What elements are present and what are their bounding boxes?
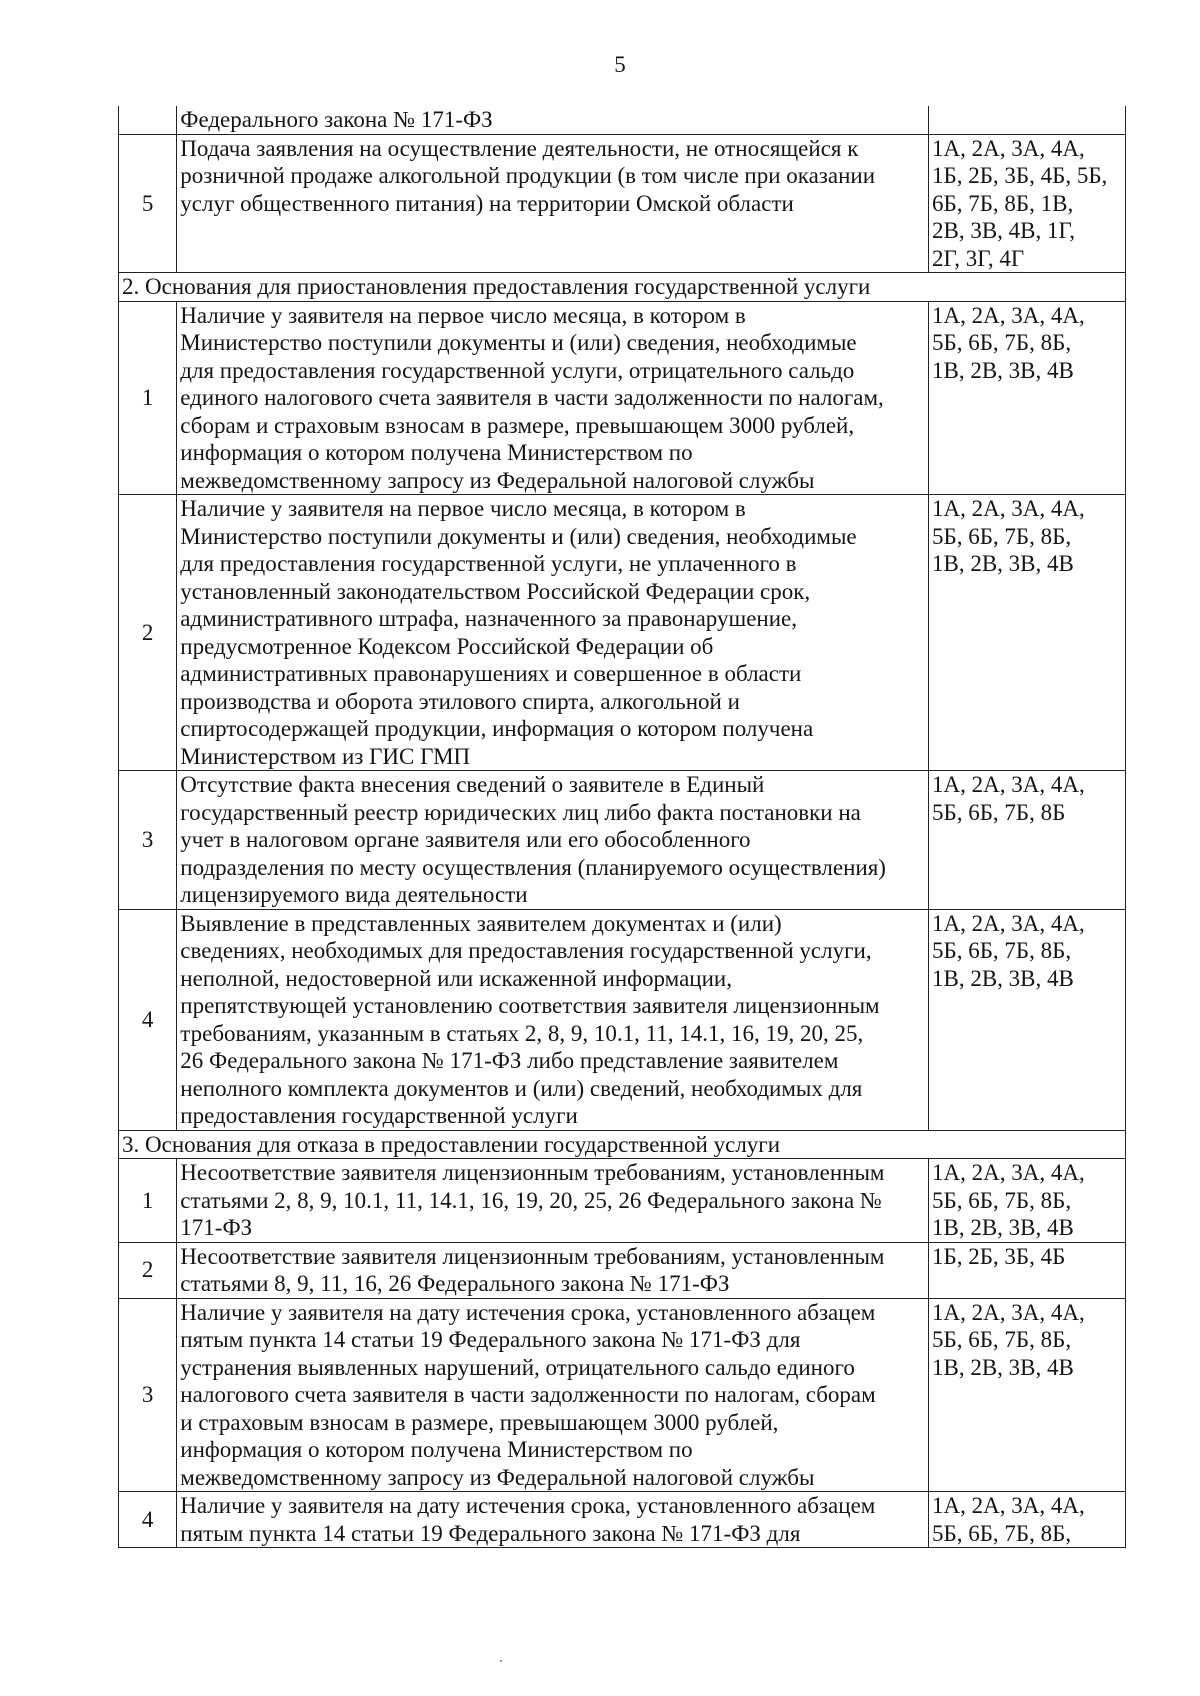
text-line: Наличие у заявителя на первое число месяца, в котором в (180, 496, 746, 521)
code-line: 1А, 2А, 3А, 4А, (932, 496, 1085, 521)
code-line: 1Б, 2Б, 3Б, 4Б, 5Б, (932, 163, 1108, 188)
text-line: установленный законодательством Российской Федерации срок, (180, 578, 811, 604)
row-codes (929, 301, 1126, 495)
text-line: Несоответствие заявителя лицензионным требованиям, установленным (180, 1160, 885, 1185)
row-text (177, 1492, 929, 1548)
code-line: 1В, 2В, 3В, 4В (932, 1215, 1074, 1240)
text-line: межведомственному запросу из Федеральной налоговой службы (180, 1464, 815, 1490)
code-line: 5Б, 6Б, 7Б, 8Б, (932, 330, 1072, 355)
row-number: 4 (119, 1492, 177, 1548)
text-line: услуг общественного питания) на территории Омской области (180, 190, 794, 216)
text-line: Несоответствие заявителя лицензионным требованиям, установленным (180, 1243, 885, 1269)
text-line: Наличие у заявителя на первое число месяца, в котором в (180, 302, 746, 328)
text-line: статьями 2, 8, 9, 10.1, 11, 14.1, 16, 19, 20, 25, 26 Федерального закона № (180, 1187, 882, 1213)
text-line: неполного комплекта документов и (или) сведений, необходимых для (180, 1075, 863, 1101)
row-text (177, 106, 929, 134)
continuation-row (119, 106, 1126, 134)
code-line: 2В, 3В, 4В, 1Г, (932, 218, 1075, 243)
text-line: предоставления государственной услуги (180, 1103, 578, 1128)
row-text (177, 495, 929, 771)
row-codes (929, 1159, 1126, 1243)
code-line: 1А, 2А, 3А, 4А, (932, 1299, 1085, 1325)
row-codes (929, 106, 1126, 134)
scan-artifact (500, 1660, 502, 1662)
row-text (177, 771, 929, 910)
text-line: Федерального закона № 171-ФЗ (180, 107, 493, 132)
table-row (119, 301, 1126, 495)
row-text (177, 134, 929, 273)
code-line: 1В, 2В, 3В, 4В (932, 357, 1074, 383)
code-line: 1Б, 2Б, 3Б, 4Б (932, 1243, 1066, 1269)
code-line: 5Б, 6Б, 7Б, 8Б, (932, 938, 1072, 963)
text-line: статьями 8, 9, 11, 16, 26 Федерального закона № 171-ФЗ (180, 1271, 730, 1296)
text-line: Наличие у заявителя на дату истечения срока, установленного абзацем (180, 1299, 876, 1325)
text-line: для предоставления государственной услуги, не уплаченного в (180, 551, 797, 576)
text-line: налогового счета заявителя в части задолженности по налогам, сборам (180, 1382, 876, 1407)
section-title: 2. Основания для приостановления предоставления государственной услуги (119, 273, 1126, 302)
text-line: предусмотренное Кодексом Российской Федерации об (180, 633, 714, 659)
text-line: административного штрафа, назначенного за правонарушение, (180, 606, 798, 631)
text-line: пятым пункта 14 статьи 19 Федерального закона № 171-ФЗ для (180, 1327, 801, 1352)
text-line: сборам и страховым взносам в размере, превышающем 3000 рублей, (180, 412, 855, 438)
table-row (119, 1242, 1126, 1298)
grounds-table (118, 106, 1126, 1548)
text-line: сведениях, необходимых для предоставления государственной услуги, (180, 938, 872, 963)
text-line: и страховым взносам в размере, превышающем 3000 рублей, (180, 1409, 779, 1435)
row-number: 4 (119, 909, 177, 1130)
code-line: 5Б, 6Б, 7Б, 8Б, (932, 1187, 1072, 1213)
code-line: 1А, 2А, 3А, 4А, (932, 135, 1085, 161)
code-line: 5Б, 6Б, 7Б, 8Б, (932, 1327, 1072, 1352)
row-text (177, 909, 929, 1130)
text-line: спиртосодержащей продукции, информация о котором получена (180, 716, 814, 741)
code-line: 5Б, 6Б, 7Б, 8Б, (932, 1520, 1072, 1546)
table-row (119, 495, 1126, 771)
row-number: 2 (119, 495, 177, 771)
table-row (119, 771, 1126, 910)
code-line: 1А, 2А, 3А, 4А, (932, 1160, 1085, 1185)
row-number (119, 106, 177, 134)
row-codes (929, 1492, 1126, 1548)
text-line: Министерством из ГИС ГМП (180, 743, 471, 769)
table-row (119, 1492, 1126, 1548)
text-line: устранения выявленных нарушений, отрицательного сальдо единого (180, 1354, 855, 1380)
code-line: 1А, 2А, 3А, 4А, (932, 1493, 1085, 1518)
text-line: Наличие у заявителя на дату истечения срока, установленного абзацем (180, 1493, 876, 1518)
text-line: препятствующей установлению соответствия заявителя лицензионным (180, 993, 880, 1018)
row-codes (929, 134, 1126, 273)
row-number: 1 (119, 301, 177, 495)
table-row (119, 909, 1126, 1130)
row-codes (929, 771, 1126, 910)
section-title: 3. Основания для отказа в предоставлении государственной услуги (119, 1130, 1126, 1159)
page-number: 5 (614, 52, 626, 77)
code-line: 1А, 2А, 3А, 4А, (932, 302, 1085, 328)
section-header-row (119, 1130, 1126, 1159)
text-line: информация о котором получена Министерством по (180, 440, 693, 465)
text-line: единого налогового счета заявителя в части задолженности по налогам, (180, 385, 884, 410)
text-line: неполной, недостоверной или искаженной информации, (180, 965, 732, 991)
row-text (177, 1242, 929, 1298)
row-codes (929, 909, 1126, 1130)
text-line: учет в налоговом органе заявителя или его обособленного (180, 827, 751, 852)
text-line: межведомственному запросу из Федеральной налоговой службы (180, 467, 815, 493)
text-line: информация о котором получена Министерством по (180, 1437, 693, 1462)
text-line: пятым пункта 14 статьи 19 Федерального закона № 171-ФЗ для (180, 1520, 801, 1546)
row-number: 5 (119, 134, 177, 273)
text-line: лицензируемого вида деятельности (180, 882, 528, 907)
code-line: 2Г, 3Г, 4Г (932, 245, 1025, 271)
table-row (119, 1298, 1126, 1492)
table-row (119, 134, 1126, 273)
code-line: 5Б, 6Б, 7Б, 8Б (932, 799, 1066, 825)
code-line: 5Б, 6Б, 7Б, 8Б, (932, 523, 1072, 549)
text-line: подразделения по месту осуществления (планируемого осуществления) (180, 854, 886, 880)
code-line: 1А, 2А, 3А, 4А, (932, 772, 1085, 797)
text-line: производства и оборота этилового спирта, алкогольной и (180, 688, 740, 714)
text-line: требованиям, указанным в статьях 2, 8, 9, 10.1, 11, 14.1, 16, 19, 20, 25, (180, 1020, 864, 1046)
text-line: Министерство поступили документы и (или) сведения, необходимые (180, 523, 857, 549)
text-line: Подача заявления на осуществление деятельности, не относящейся к (180, 135, 859, 161)
section-header-row (119, 273, 1126, 302)
row-codes (929, 1298, 1126, 1492)
text-line: 26 Федерального закона № 171-ФЗ либо представление заявителем (180, 1048, 839, 1073)
row-codes (929, 495, 1126, 771)
text-line: Министерство поступили документы и (или) сведения, необходимые (180, 330, 857, 355)
row-text (177, 1159, 929, 1243)
text-line: Выявление в представленных заявителем документах и (или) (180, 910, 782, 936)
row-text (177, 1298, 929, 1492)
row-codes (929, 1242, 1126, 1298)
row-number: 3 (119, 1298, 177, 1492)
row-number: 3 (119, 771, 177, 910)
row-number: 2 (119, 1242, 177, 1298)
row-text (177, 301, 929, 495)
text-line: розничной продаже алкогольной продукции (в том числе при оказании (180, 163, 876, 188)
code-line: 1В, 2В, 3В, 4В (932, 551, 1074, 576)
text-line: государственный реестр юридических лиц либо факта постановки на (180, 799, 861, 825)
code-line: 6Б, 7Б, 8Б, 1В, (932, 190, 1074, 216)
text-line: для предоставления государственной услуги, отрицательного сальдо (180, 357, 855, 383)
row-number: 1 (119, 1159, 177, 1243)
table-row (119, 1159, 1126, 1243)
code-line: 1А, 2А, 3А, 4А, (932, 910, 1085, 936)
text-line: Отсутствие факта внесения сведений о заявителе в Единый (180, 772, 765, 797)
text-line: административных правонарушениях и совершенное в области (180, 661, 802, 686)
text-line: 171-ФЗ (180, 1215, 253, 1240)
code-line: 1В, 2В, 3В, 4В (932, 965, 1074, 991)
code-line: 1В, 2В, 3В, 4В (932, 1354, 1074, 1380)
